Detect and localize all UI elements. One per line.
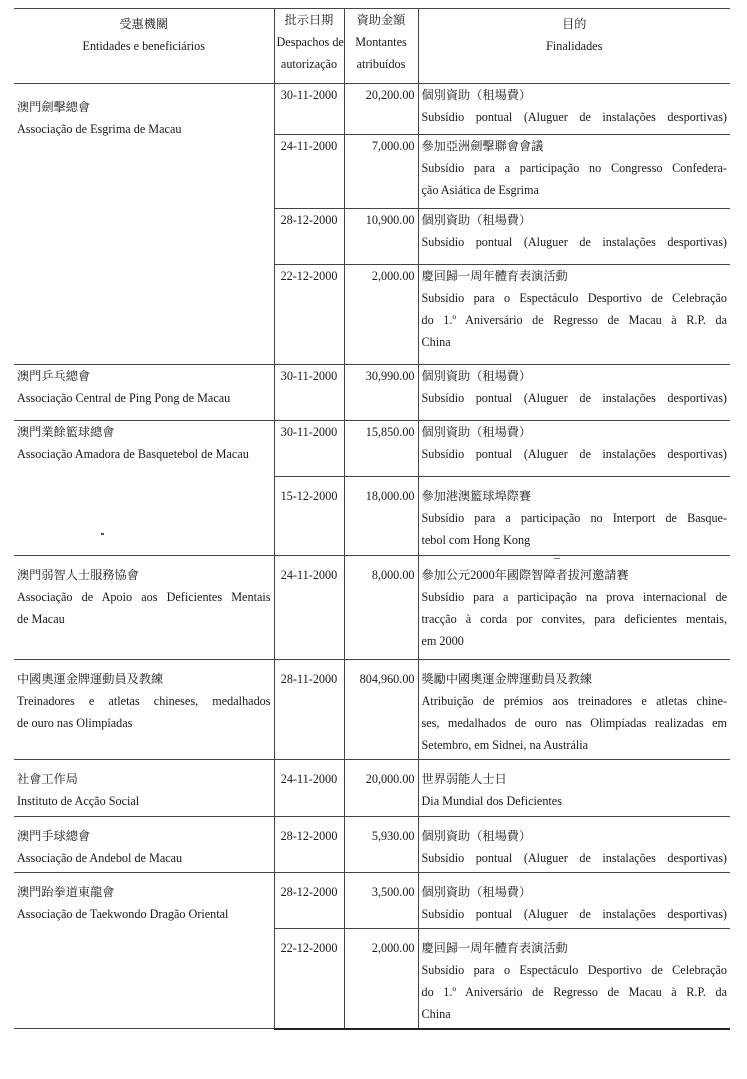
date-cell: 24-11-2000	[274, 760, 344, 817]
amount-cell: 18,000.00	[344, 477, 418, 556]
purpose-cell: 參加公元2000年國際智障者拔河邀請賽 Subsídio para a participação na prova internacional de tracção à corda por convites, para deficientes mentais, em 2000	[418, 556, 730, 660]
table-row	[14, 365, 730, 421]
purpose-cell: 慶回歸一周年體育表演活動 Subsídio para o Espectáculo Desportivo de Celebração do 1.º Aniversário de Regresso de Macau à R.P. da China	[418, 929, 730, 1029]
entity-cell: 澳門乒乓總會 Associação Central de Ping Pong de Macau	[14, 365, 274, 421]
header-amount: 資助金額 Montantes atribuídos	[344, 9, 418, 84]
amount-cell: 20,000.00	[344, 760, 418, 817]
grants-table	[14, 8, 730, 1030]
table-row	[14, 421, 730, 477]
scan-mark	[554, 558, 560, 559]
table-row	[14, 760, 730, 817]
purpose-cell: 參加亞洲劍擊聯會會議 Subsídio para a participação no Congresso Confedera- ção Asiática de Esgrima	[418, 135, 730, 209]
amount-cell: 30,990.00	[344, 365, 418, 421]
header-row	[14, 9, 730, 84]
entity-cell: 澳門劍擊總會 Associação de Esgrima de Macau	[14, 84, 274, 365]
purpose-cell: 個別資助（租場費） Subsídio pontual (Aluguer de instalações desportivas)	[418, 209, 730, 265]
purpose-cell: 個別資助（租場費） Subsídio pontual (Aluguer de instalações desportivas)	[418, 817, 730, 873]
entity-cell: 澳門弱智人士服務協會 Associação de Apoio aos Deficientes Mentais de Macau	[14, 556, 274, 660]
date-cell: 28-12-2000	[274, 873, 344, 929]
header-purpose: 目的 Finalidades	[418, 9, 730, 84]
purpose-cell: 個別資助（租場費） Subsídio pontual (Aluguer de instalações desportivas)	[418, 873, 730, 929]
table-row	[14, 556, 730, 660]
entity-cell: 澳門跆拳道東龍會 Associação de Taekwondo Dragão Oriental	[14, 873, 274, 1029]
entity-cell: 中國奧運金牌運動員及教練 Treinadores e atletas chineses, medalhados de ouro nas Olimpíadas	[14, 660, 274, 760]
date-cell: 28-12-2000	[274, 817, 344, 873]
purpose-cell: 參加港澳籃球埠際賽 Subsídio para a participação no Interport de Basque- tebol com Hong Kong	[418, 477, 730, 556]
date-cell: 24-11-2000	[274, 135, 344, 209]
date-cell: 30-11-2000	[274, 421, 344, 477]
entity-cell: 澳門業餘籃球總會 Associação Amadora de Basquetebol de Macau	[14, 421, 274, 556]
amount-cell: 8,000.00	[344, 556, 418, 660]
table-row	[14, 660, 730, 760]
date-cell: 28-12-2000	[274, 209, 344, 265]
amount-cell: 7,000.00	[344, 135, 418, 209]
amount-cell: 5,930.00	[344, 817, 418, 873]
amount-cell: 804,960.00	[344, 660, 418, 760]
amount-cell: 2,000.00	[344, 929, 418, 1029]
purpose-cell: 個別資助（租場費） Subsídio pontual (Aluguer de instalações desportivas)	[418, 421, 730, 477]
purpose-cell: 個別資助（租場費） Subsídio pontual (Aluguer de instalações desportivas)	[418, 84, 730, 135]
date-cell: 30-11-2000	[274, 365, 344, 421]
scan-mark	[101, 533, 104, 535]
header-entities: 受惠機關 Entidades e beneficiários	[14, 9, 274, 84]
table-row	[14, 84, 730, 135]
table-row	[14, 873, 730, 929]
entity-cell: 澳門手球總會 Associação de Andebol de Macau	[14, 817, 274, 873]
amount-cell: 20,200.00	[344, 84, 418, 135]
date-cell: 24-11-2000	[274, 556, 344, 660]
date-cell: 15-12-2000	[274, 477, 344, 556]
date-cell: 22-12-2000	[274, 929, 344, 1029]
entity-cell: 社會工作局 Instituto de Acção Social	[14, 760, 274, 817]
amount-cell: 3,500.00	[344, 873, 418, 929]
purpose-cell: 獎勵中國奧運金牌運動員及教練 Atribuição de prémios aos treinadores e atletas chine- ses, medalhados de ouro nas Olimpíadas realizadas em Setembro, em Sidnei, na Austrália	[418, 660, 730, 760]
header-date: 批示日期 Despachos de autorização	[274, 9, 344, 84]
amount-cell: 15,850.00	[344, 421, 418, 477]
date-cell: 22-12-2000	[274, 265, 344, 365]
purpose-cell: 慶回歸一周年體育表演活動 Subsídio para o Espectáculo Desportivo de Celebração do 1.º Aniversário de Regresso de Macau à R.P. da China	[418, 265, 730, 365]
purpose-cell: 個別資助（租場費） Subsídio pontual (Aluguer de instalações desportivas)	[418, 365, 730, 421]
amount-cell: 10,900.00	[344, 209, 418, 265]
date-cell: 28-11-2000	[274, 660, 344, 760]
amount-cell: 2,000.00	[344, 265, 418, 365]
date-cell: 30-11-2000	[274, 84, 344, 135]
purpose-cell: 世界弱能人士日 Dia Mundial dos Deficientes	[418, 760, 730, 817]
table-row	[14, 817, 730, 873]
